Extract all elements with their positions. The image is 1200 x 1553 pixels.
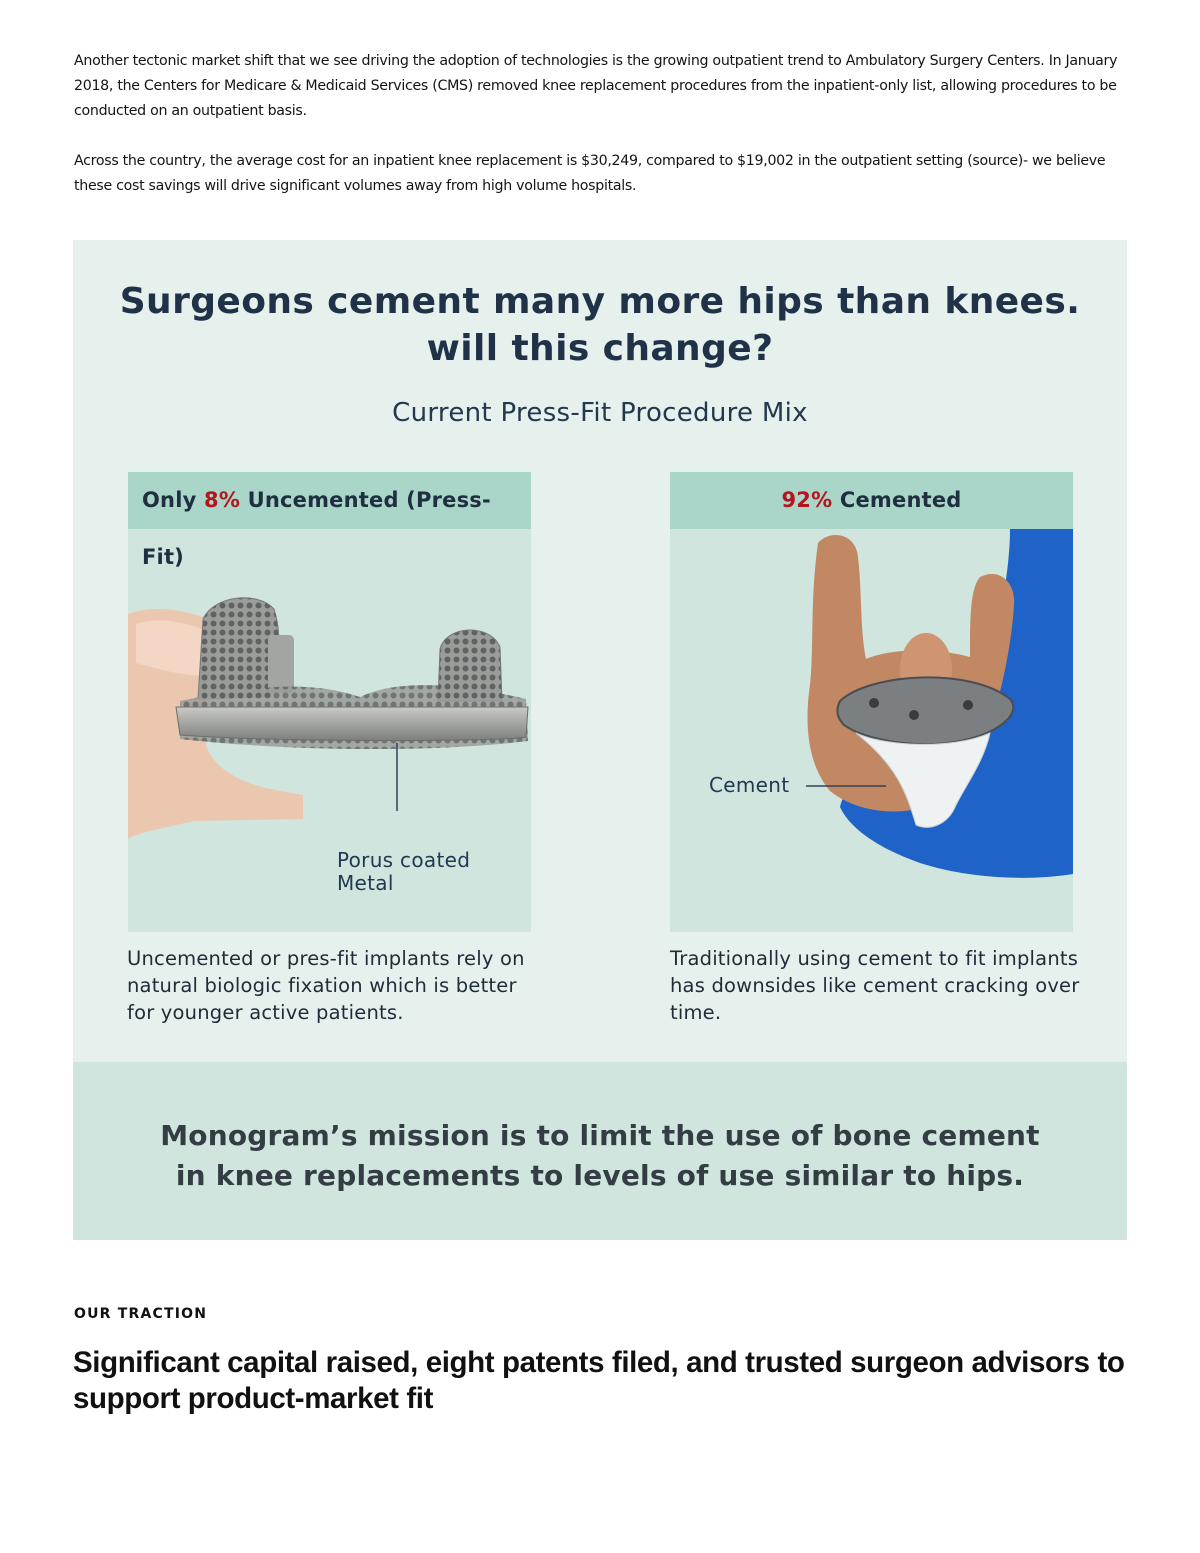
tray-hole (869, 698, 879, 708)
uncemented-caption: Uncemented or pres-fit implants rely on natural biologic fixation which is better for younger active patients. (127, 947, 525, 1024)
section-eyebrow: OUR TRACTION (74, 1306, 208, 1322)
uncemented-panel (128, 472, 531, 932)
mission-line-2: in knee replacements to levels of use similar to hips. (175, 1159, 1025, 1192)
cemented-panel-header (670, 472, 1073, 529)
cemented-percent: 92% (781, 488, 833, 512)
porous-metal-label (337, 849, 470, 895)
infographic-subtitle: Current Press-Fit Procedure Mix (392, 398, 808, 428)
intro-paragraph-2: Across the country, the average cost for an inpatient knee replacement is $30,249, compared to $19,002 in the outpatient setting (source)- we believe these cost savings will drive significant volumes away from high volume hospitals. (74, 153, 1106, 194)
tray-hole (963, 700, 973, 710)
porous-metal-label-line-2: Metal (337, 871, 394, 895)
uncemented-header-suffix: Uncemented (Press-Fit) (142, 488, 491, 569)
cemented-panel (670, 472, 1073, 932)
cemented-implant-illustration (670, 529, 1073, 932)
intro-paragraph-1: Another tectonic market shift that we see driving the adoption of technologies is the growing outpatient trend to Ambulatory Surgery Centers. In January 2018, the Centers for Medicare & Medicaid Services (CMS) removed knee replacement procedures from the inpatient-only list, allowing procedures to be conducted on an outpatient basis. (74, 53, 1118, 119)
press-fit-infographic (73, 240, 1127, 1240)
infographic-title-line-2: will this change? (426, 328, 774, 369)
porous-metal-label-line-1: Porus coated (337, 848, 471, 872)
uncemented-percent: 8% (204, 488, 241, 512)
press-fit-implant-illustration (128, 529, 531, 932)
cemented-header-suffix: Cemented (832, 488, 962, 512)
mission-line-1: Monogram’s mission is to limit the use of bone cement (160, 1119, 1040, 1152)
cemented-caption: Traditionally using cement to fit implants has downsides like cement cracking over time. (670, 947, 1080, 1024)
tray-hole (909, 710, 919, 720)
mission-banner (73, 1062, 1127, 1240)
tibial-tray-metal (176, 707, 528, 741)
uncemented-panel-header (128, 472, 531, 569)
mission-statement (73, 1116, 1127, 1196)
implant-post-left (268, 635, 294, 693)
section-heading: Significant capital raised, eight patents filed, and trusted surgeon advisors to support product-market fit (73, 1346, 1125, 1415)
uncemented-header-prefix: Only (142, 488, 205, 512)
porous-peg-left (198, 598, 279, 699)
infographic-title (73, 278, 1127, 372)
infographic-title-line-1: Surgeons cement many more hips than knees. (119, 281, 1081, 322)
cement-label: Cement (709, 773, 790, 797)
